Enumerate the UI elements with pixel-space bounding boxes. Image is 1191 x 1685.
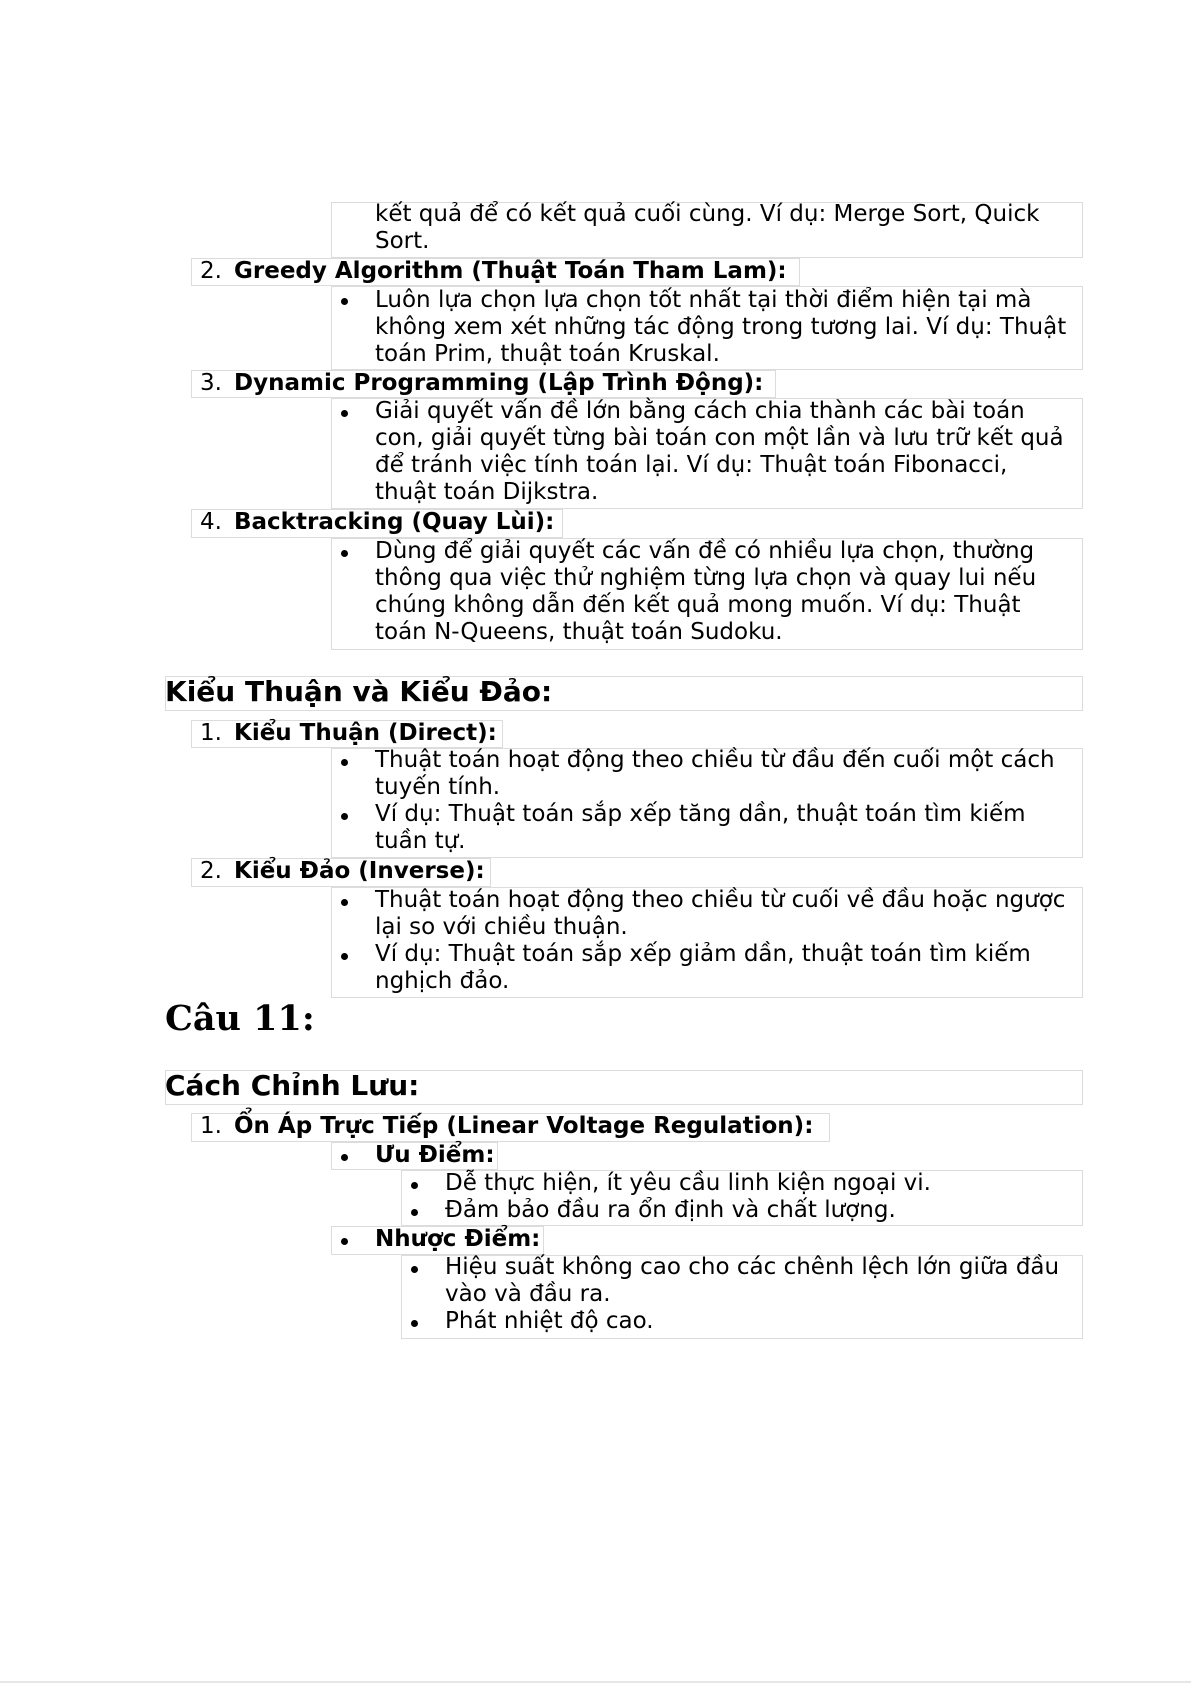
page-bottom-edge xyxy=(0,1681,1191,1683)
bullet-icon xyxy=(411,1320,418,1327)
direction-heading: Kiểu Thuận và Kiểu Đảo: xyxy=(165,675,553,708)
bullet-icon xyxy=(341,410,348,417)
intro-line-2: Sort. xyxy=(375,228,430,254)
dp-line-3: để tránh việc tính toán lại. Ví dụ: Thuật toán Fibonacci, xyxy=(375,452,1008,478)
regulation-heading: Cách Chỉnh Lưu: xyxy=(165,1069,420,1102)
bullet-icon xyxy=(411,1266,418,1273)
dp-line-4: thuật toán Dijkstra. xyxy=(375,479,599,505)
inverse-number: 2. xyxy=(200,858,222,884)
dp-line-2: con, giải quyết từng bài toán con một lần và lưu trữ kết quả xyxy=(375,425,1064,451)
linear-number: 1. xyxy=(200,1113,222,1139)
direct-b2-line-2: tuần tự. xyxy=(375,828,466,854)
bullet-icon xyxy=(341,1154,348,1161)
intro-line-1: kết quả để có kết quả cuối cùng. Ví dụ: Merge Sort, Quick xyxy=(375,201,1040,227)
linear-title: Ổn Áp Trực Tiếp (Linear Voltage Regulation): xyxy=(234,1113,814,1139)
dp-line-1: Giải quyết vấn đề lớn bằng cách chia thành các bài toán xyxy=(375,398,1025,424)
bullet-icon xyxy=(341,953,348,960)
bt-line-2: thông qua việc thử nghiệm từng lựa chọn và quay lui nếu xyxy=(375,565,1037,591)
cons-line-2: Phát nhiệt độ cao. xyxy=(445,1308,654,1334)
bt-line-1: Dùng để giải quyết các vấn đề có nhiều lựa chọn, thường xyxy=(375,538,1035,564)
greedy-line-3: toán Prim, thuật toán Kruskal. xyxy=(375,341,720,367)
question-heading: Câu 11: xyxy=(165,998,315,1039)
direct-b1-line-1: Thuật toán hoạt động theo chiều từ đầu đến cuối một cách xyxy=(375,747,1055,773)
bullet-icon xyxy=(411,1209,418,1216)
bt-title: Backtracking (Quay Lùi): xyxy=(234,509,555,535)
pros-title: Ưu Điểm: xyxy=(375,1142,495,1168)
cons-line-1a: Hiệu suất không cao cho các chênh lệch lớn giữa đầu xyxy=(445,1254,1060,1280)
direct-b2-line-1: Ví dụ: Thuật toán sắp xếp tăng dần, thuật toán tìm kiếm xyxy=(375,801,1026,827)
inverse-title: Kiểu Đảo (Inverse): xyxy=(234,858,485,884)
bullet-icon xyxy=(341,298,348,305)
direct-title: Kiểu Thuận (Direct): xyxy=(234,720,497,746)
bt-number: 4. xyxy=(200,509,222,535)
dp-number: 3. xyxy=(200,370,222,396)
inverse-b1-line-2: lại so với chiều thuận. xyxy=(375,914,628,940)
bullet-icon xyxy=(341,759,348,766)
greedy-line-2: không xem xét những tác động trong tương lai. Ví dụ: Thuật xyxy=(375,314,1067,340)
inverse-b1-line-1: Thuật toán hoạt động theo chiều từ cuối về đầu hoặc ngược xyxy=(375,887,1066,913)
direct-number: 1. xyxy=(200,720,222,746)
direct-b1-line-2: tuyến tính. xyxy=(375,774,501,800)
cons-line-1b: vào và đầu ra. xyxy=(445,1281,611,1307)
bt-line-3: chúng không dẫn đến kết quả mong muốn. Ví dụ: Thuật xyxy=(375,592,1021,618)
dp-title: Dynamic Programming (Lập Trình Động): xyxy=(234,370,764,396)
cons-title: Nhược Điểm: xyxy=(375,1226,541,1252)
bullet-icon xyxy=(341,813,348,820)
greedy-number: 2. xyxy=(200,258,222,284)
pros-line-2: Đảm bảo đầu ra ổn định và chất lượng. xyxy=(445,1197,896,1223)
bullet-icon xyxy=(341,550,348,557)
pros-line-1: Dễ thực hiện, ít yêu cầu linh kiện ngoại vi. xyxy=(445,1170,931,1196)
greedy-title: Greedy Algorithm (Thuật Toán Tham Lam): xyxy=(234,258,787,284)
greedy-line-1: Luôn lựa chọn lựa chọn tốt nhất tại thời điểm hiện tại mà xyxy=(375,287,1032,313)
inverse-b2-line-2: nghịch đảo. xyxy=(375,968,510,994)
bullet-icon xyxy=(341,1238,348,1245)
bt-line-4: toán N-Queens, thuật toán Sudoku. xyxy=(375,619,783,645)
inverse-b2-line-1: Ví dụ: Thuật toán sắp xếp giảm dần, thuật toán tìm kiếm xyxy=(375,941,1031,967)
bullet-icon xyxy=(411,1182,418,1189)
bullet-icon xyxy=(341,899,348,906)
